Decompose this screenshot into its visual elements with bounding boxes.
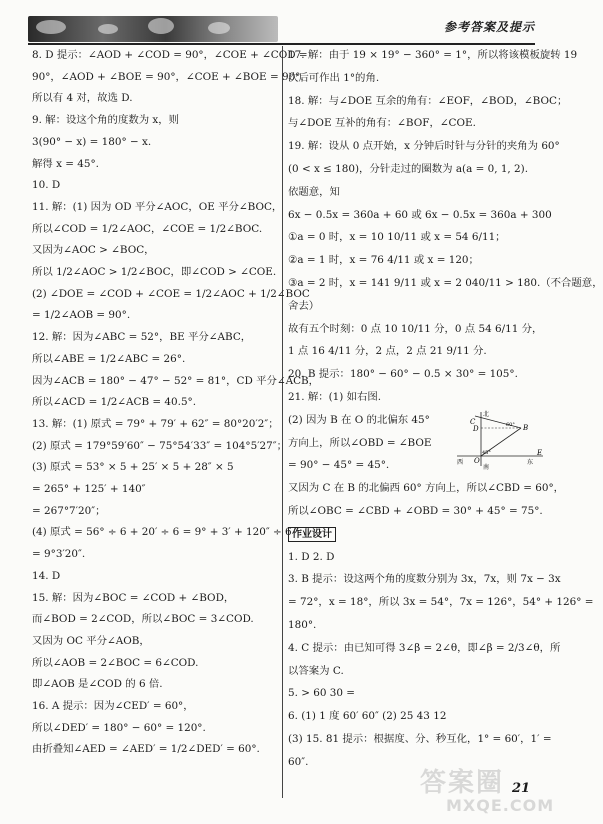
answer-line: 即∠AOB 是∠COD 的 6 倍. [32,678,163,691]
answer-line: (2) 因为 B 在 O 的北偏东 45° [288,413,430,426]
answer-line: 21. 解：(1) 如右图. [288,391,382,403]
answer-line: 90°，∠AOD + ∠BOE = 90°，∠COE + ∠BOE = 90°. [32,70,304,83]
answer-line: (3) 原式 = 53° × 5 + 25′ × 5 + 28″ × 5 [32,461,234,474]
answer-line: 5. > 60 30 = [288,687,355,700]
compass-diagram [451,408,547,470]
answer-line: 次后可作出 1°的角. [288,71,380,84]
answer-line: (2) ∠DOE = ∠COD + ∠COE = 1/2∠AOC + 1/2∠BOC [32,287,310,300]
answer-line: 1. D 2. D [288,550,335,563]
answer-line: 60″. [288,755,309,768]
page-header [0,0,563,44]
answer-line: 1 点 16 4/11 分，2 点，2 点 21 9/11 分. [288,345,487,358]
label-east: 东 [527,459,534,466]
answer-line: 而∠BOD = 2∠COD，所以∠BOC = 3∠COD. [32,613,254,626]
label-E: E [537,449,543,457]
answer-line: 以答案为 C. [288,664,344,677]
header-banner-image [28,16,278,42]
answer-line: 12. 解：因为∠ABC = 52°，BE 平分∠ABC， [32,331,252,344]
answer-line: 所以∠ACD = 1/2∠ACB = 40.5°. [32,396,197,409]
answer-line: 9. 解：设这个角的度数为 x，则 [32,114,180,127]
answer-line: 所以 1/2∠AOC > 1/2∠BOC，即∠COD > ∠COE. [32,266,277,278]
answer-line: 舍去） [288,299,320,312]
answer-line: 与∠DOE 互补的角有：∠BOF，∠COE. [288,117,476,130]
answer-line: (3) 15. 81 提示：根据度、分、秒互化，1° = 60′，1′ = [288,733,552,745]
label-north: 北 [483,411,490,418]
answer-line: (2) 原式 = 179°59′60″ − 75°54′33″ = 104°5′27″； [32,439,288,452]
answer-line: 180°. [288,619,317,631]
answer-line: 8. D 提示：∠AOD + ∠COD = 90°，∠COE + ∠COD = [32,49,308,61]
answer-line: 3. B 提示：设这两个角的度数分别为 3x，7x，则 7x − 3x [288,573,561,586]
answer-line: = 265° + 125′ + 140″ [32,483,146,495]
answer-line: 14. D [32,569,61,582]
answer-line [288,527,336,543]
answer-line: 16. A 提示：因为∠CED′ = 60°， [32,700,194,712]
answer-line: 又因为 C 在 B 的北偏西 60° 方向上，所以∠CBD = 60°， [288,482,565,495]
label-angle60: 60° [506,422,515,428]
answer-line: 又因为 OC 平分∠AOB， [32,634,150,647]
answer-line: 3(90° − x) = 180° − x. [32,135,152,148]
answer-line: 18. 解：与∠DOE 互余的角有：∠EOF，∠BOD，∠BOC； [288,94,568,107]
answer-line: 17. 解：由于 19 × 19° − 360° = 1°，所以将该模板旋转 19 [288,49,578,61]
answer-line: 6x − 0.5x = 360a + 60 或 6x − 0.5x = 360a + 300 [288,208,552,221]
header-rule [28,43,535,45]
answer-line: 所以∠OBC = ∠CBD + ∠OBD = 30° + 45° = 75°. [288,505,543,517]
answer-line: (4) 原式 = 56° ÷ 6 + 20′ ÷ 6 = 9° + 3′ + 120″ ÷ 6 [32,526,292,539]
answer-line: 20. B 提示：180° − 60° − 0.5 × 30° = 105°. [288,368,518,381]
label-west: 西 [457,459,464,466]
column-divider [282,46,283,798]
label-angle45: 45° [482,450,491,456]
answer-line: 15. 解：因为∠BOC = ∠COD + ∠BOD， [32,591,235,604]
answer-line: 又因为∠AOC > ∠BOC， [32,244,155,257]
answer-line: ①a = 0 时，x = 10 10/11 或 x = 54 6/11； [288,231,506,244]
watermark-text-url: MXQE.COM [446,796,555,815]
answer-line: 所以有 4 对，故选 D. [32,92,133,105]
label-B: B [523,424,529,432]
answer-line: 由折叠知∠AED = ∠AED′ = 1/2∠DED′ = 60°. [32,743,260,756]
answer-line: 4. C 提示：由已知可得 3∠β = 2∠θ，即∠β = 2/3∠θ，所 [288,641,561,654]
label-D: D [473,425,479,433]
label-south: 南 [483,464,490,471]
page-number: 21 [512,781,531,796]
answer-line: 方向上，所以∠OBD = ∠BOE [288,436,432,449]
header-title: 参考答案及提示 [443,20,535,34]
answer-line: = 72°，x = 18°，所以 3x = 54°，7x = 126°，54° + 126° = [288,596,594,609]
label-O: O [474,457,480,465]
watermark-text-main: 答案圈 [420,768,505,798]
answer-line: 所以∠ABE = 1/2∠ABC = 26°. [32,352,186,365]
answer-line: ②a = 1 时，x = 76 4/11 或 x = 120； [288,254,479,267]
answer-line: 10. D [32,179,61,192]
answer-line: 所以∠DED′ = 180° − 60° = 120°. [32,721,206,734]
answer-line: ③a = 2 时，x = 141 9/11 或 x = 2 040/11 > 180.（不合题意， [288,277,603,289]
answer-line: = 1/2∠AOB = 90°. [32,309,131,322]
answer-line: 6. (1) 1 度 60′ 60″ (2) 25 43 12 [288,710,447,723]
answer-line: 因为∠ACB = 180° − 47° − 52° = 81°，CD 平分∠ACB， [32,374,320,387]
label-C: C [470,418,476,426]
answer-line: (0 < x ≤ 180)，分针走过的圈数为 a(a = 0, 1, 2). [288,163,529,175]
answer-line: 所以∠COD = 1/2∠AOC，∠COE = 1/2∠BOC. [32,222,263,235]
answer-line: = 267°7′20″； [32,504,106,517]
answer-line: 19. 解：设从 0 点开始，x 分钟后时针与分针的夹角为 60° [288,140,560,153]
answer-line: = 9°3′20″. [32,548,86,561]
answer-line: 解得 x = 45°. [32,157,99,170]
answer-line: 依题意，知 [288,185,340,198]
answer-line: 故有五个时刻：0 点 10 10/11 分，0 点 54 6/11 分， [288,322,543,335]
answer-line: = 90° − 45° = 45°. [288,459,390,472]
section-tag: 作业设计 [288,527,336,543]
answer-line: 13. 解：(1) 原式 = 79° + 79′ + 62″ = 80°20′2″； [32,417,279,430]
answer-line: 11. 解：(1) 因为 OD 平分∠AOC，OE 平分∠BOC， [32,200,283,213]
answer-line: 所以∠AOB = 2∠BOC = 6∠COD. [32,656,199,669]
